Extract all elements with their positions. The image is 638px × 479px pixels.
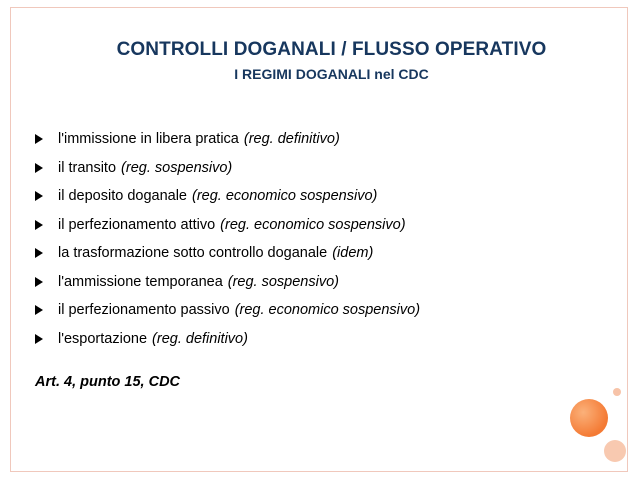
- list-item: [35, 239, 420, 268]
- bullet-text: l'immissione in libera pratica: [58, 131, 239, 148]
- list-item: [35, 125, 420, 154]
- legal-reference: Art. 4, punto 15, CDC: [35, 374, 181, 390]
- slide-title: CONTROLLI DOGANALI / FLUSSO OPERATIVO: [116, 39, 547, 60]
- list-item: [35, 268, 420, 297]
- arrow-bullet-icon: [35, 305, 43, 315]
- list-item: [35, 154, 420, 183]
- bullet-text: la trasformazione sotto controllo doganale: [58, 245, 328, 262]
- bullet-text: l'esportazione: [58, 330, 148, 347]
- bullet-text: l'ammissione temporanea: [58, 273, 223, 290]
- decorative-circle-large-icon: [570, 399, 608, 437]
- slide-subtitle: I REGIMI DOGANALI nel CDC: [234, 66, 429, 82]
- bullet-text: il transito: [58, 159, 117, 176]
- bullet-note: (reg. sospensivo): [121, 159, 233, 176]
- arrow-bullet-icon: [35, 334, 43, 344]
- bullet-note: (idem): [332, 245, 374, 262]
- slide-title-block: [0, 39, 638, 82]
- decorative-circle-small-icon: [613, 388, 621, 396]
- bullet-note: (reg. definitivo): [243, 131, 340, 148]
- arrow-bullet-icon: [35, 134, 43, 144]
- list-item: [35, 182, 420, 211]
- arrow-bullet-icon: [35, 277, 43, 287]
- bullet-note: (reg. economico sospensivo): [192, 188, 378, 205]
- list-item: [35, 296, 420, 325]
- arrow-bullet-icon: [35, 248, 43, 258]
- arrow-bullet-icon: [35, 191, 43, 201]
- bullet-note: (reg. economico sospensivo): [220, 216, 406, 233]
- bullet-text: il perfezionamento passivo: [58, 302, 230, 319]
- bullet-list: [35, 125, 420, 353]
- arrow-bullet-icon: [35, 163, 43, 173]
- bullet-note: (reg. definitivo): [152, 330, 248, 347]
- decorative-circle-medium-icon: [604, 440, 626, 462]
- bullet-note: (reg. sospensivo): [227, 273, 339, 290]
- bullet-text: il deposito doganale: [58, 188, 187, 205]
- list-item: [35, 325, 420, 354]
- bullet-note: (reg. economico sospensivo): [234, 302, 421, 319]
- arrow-bullet-icon: [35, 220, 43, 230]
- bullet-text: il perfezionamento attivo: [58, 216, 216, 233]
- list-item: [35, 211, 420, 240]
- slide-border-bottom: [10, 471, 628, 472]
- slide-border-top: [10, 7, 628, 8]
